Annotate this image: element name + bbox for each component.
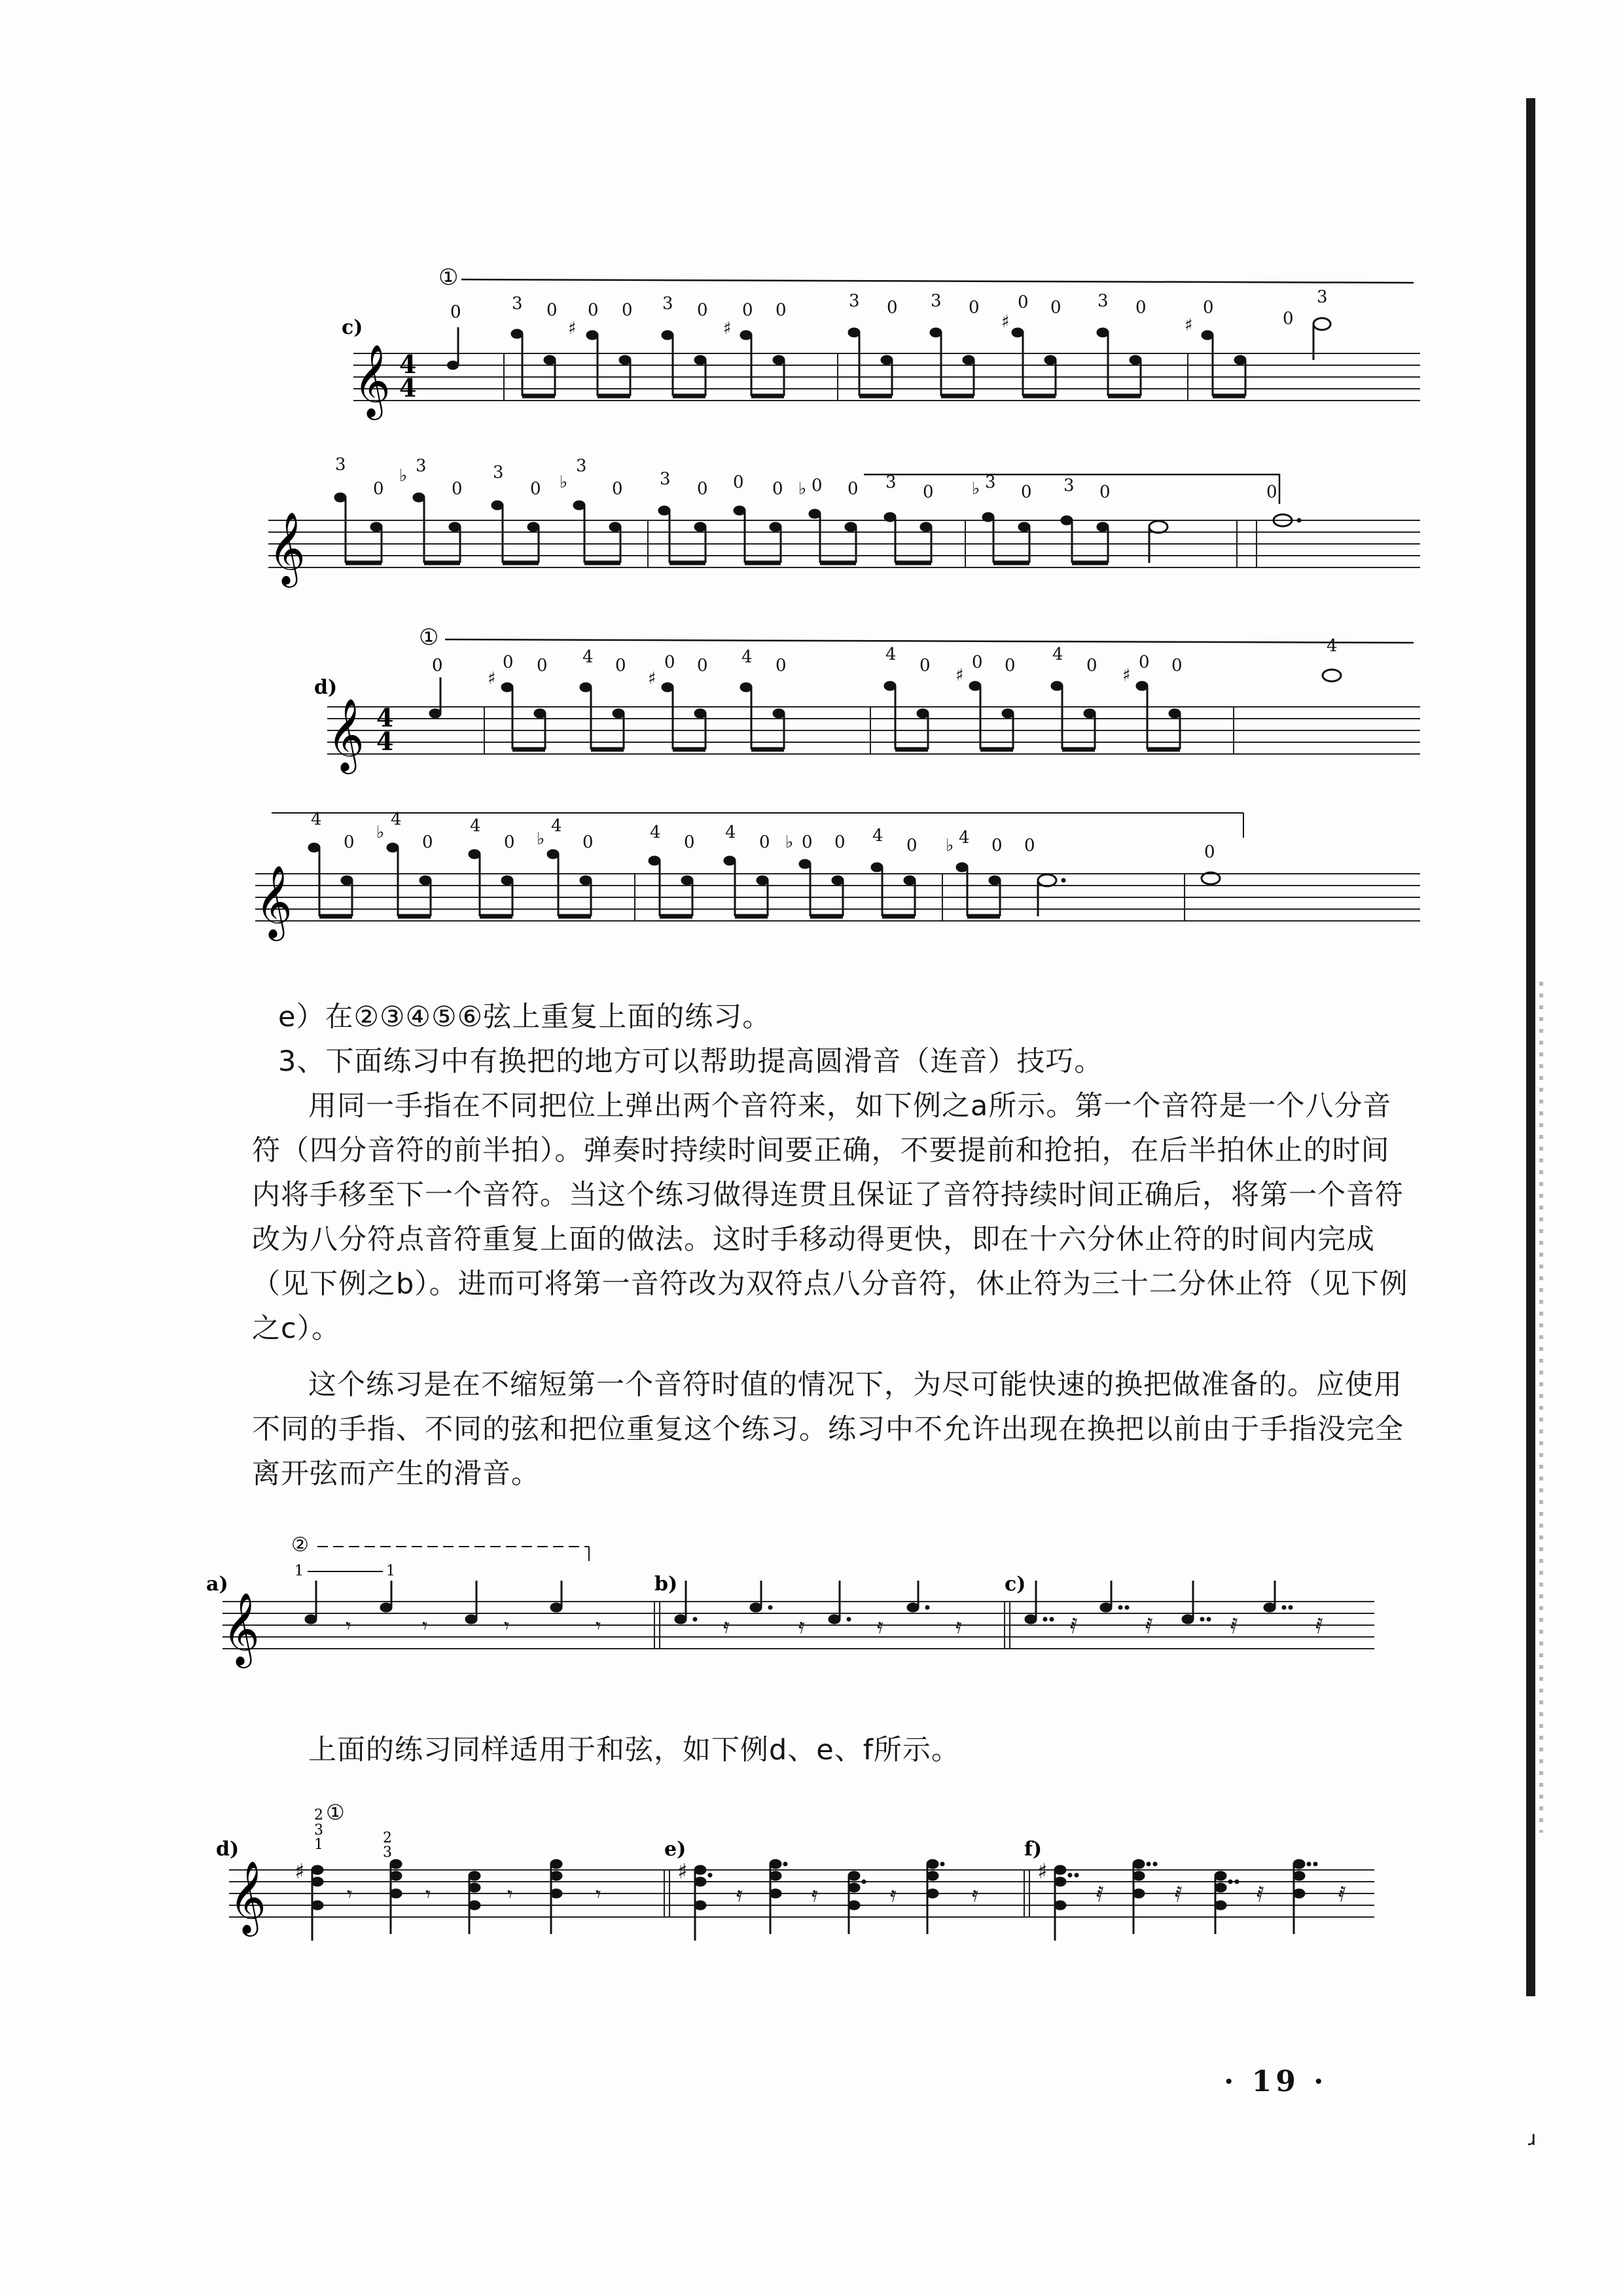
fingerings-d1 [488, 636, 1338, 689]
svg-text:♯: ♯ [1122, 666, 1131, 685]
svg-text:0: 0 [834, 833, 846, 852]
beamed-notes-c1-m3 [1202, 318, 1330, 396]
svg-text:♭: ♭ [972, 479, 980, 499]
exercise-label-b: b) [654, 1573, 678, 1596]
svg-text:0: 0 [1139, 653, 1150, 672]
svg-text:𝅀: 𝅀 [1315, 1613, 1323, 1638]
svg-text:𝄿: 𝄿 [877, 1613, 883, 1638]
svg-text:0: 0 [582, 833, 594, 852]
svg-text:♯: ♯ [723, 319, 732, 338]
exercise-label-c: c) [1005, 1573, 1026, 1596]
svg-text:0: 0 [923, 482, 934, 502]
svg-text:𝅀: 𝅀 [1338, 1882, 1346, 1907]
svg-text:0: 0 [991, 836, 1003, 855]
music-example-d-svg [255, 622, 1440, 975]
music-example-d [255, 622, 1440, 975]
beamed-notes-d2 [308, 843, 1220, 916]
svg-text:𝄾: 𝄾 [347, 1882, 353, 1907]
staff-c2 [268, 520, 1420, 567]
svg-text:0: 0 [1005, 656, 1016, 675]
chords-f [1054, 1859, 1317, 1941]
svg-text:𝄿: 𝄿 [798, 1613, 805, 1638]
svg-text:0: 0 [1018, 293, 1029, 312]
svg-text:𝅀: 𝅀 [1175, 1882, 1183, 1907]
svg-text:𝄾: 𝄾 [346, 1613, 351, 1638]
note-group-pickup [447, 302, 461, 370]
note-group-pickup [429, 677, 441, 718]
svg-text:0: 0 [759, 833, 770, 852]
beamed-notes-c1-m1 [511, 329, 785, 396]
svg-text:𝅀: 𝅀 [1230, 1613, 1238, 1638]
svg-text:♭: ♭ [946, 836, 954, 855]
svg-text:0: 0 [1099, 482, 1111, 502]
page-number: · 19 · [1224, 2065, 1328, 2098]
svg-text:3: 3 [849, 291, 860, 311]
svg-text:𝄾: 𝄾 [504, 1613, 510, 1638]
fingering: 1 [386, 1563, 395, 1579]
svg-text:0: 0 [776, 656, 787, 675]
chords-e [694, 1859, 944, 1941]
body-text-1 [252, 995, 1417, 1496]
svg-text:0: 0 [887, 298, 898, 317]
music-example-abc-svg [203, 1528, 1381, 1685]
svg-text:3: 3 [931, 291, 942, 311]
fingerings-c1-m3 [1185, 287, 1328, 335]
svg-text:♯: ♯ [568, 319, 577, 338]
fingering: 3 [383, 1844, 392, 1861]
svg-text:𝄿: 𝄿 [890, 1882, 897, 1907]
svg-text:0: 0 [452, 479, 463, 499]
body-text-2 [252, 1728, 1417, 1772]
svg-text:0: 0 [1283, 309, 1294, 329]
svg-text:3: 3 [985, 473, 996, 492]
svg-text:0: 0 [972, 653, 983, 672]
exercise-label-d: d) [216, 1838, 240, 1861]
svg-text:𝄿: 𝄿 [812, 1882, 818, 1907]
svg-text:3: 3 [416, 456, 427, 476]
svg-text:3: 3 [662, 294, 673, 314]
svg-text:0: 0 [1024, 836, 1035, 855]
string-extension-line [461, 279, 1414, 283]
svg-text:0: 0 [622, 300, 633, 320]
svg-text:𝄿: 𝄿 [972, 1882, 978, 1907]
svg-text:0: 0 [1050, 298, 1061, 317]
scan-edge-shadow [1526, 98, 1535, 1996]
svg-text:0: 0 [697, 656, 708, 675]
svg-text:♭: ♭ [785, 833, 794, 852]
exercise-label-a: a) [206, 1573, 228, 1596]
svg-text:𝄾: 𝄾 [507, 1882, 513, 1907]
string-mark-2: ② [291, 1534, 309, 1556]
string-mark-1: ① [419, 624, 439, 651]
music-example-c [268, 262, 1440, 602]
svg-text:3: 3 [1097, 291, 1109, 311]
svg-text:0: 0 [373, 479, 384, 499]
svg-text:0: 0 [530, 479, 541, 499]
paragraph-1: 用同一手指在不同把位上弹出两个音符来，如下例之a所示。第一个音符是一个八分音符（四分音符的前半拍）。弹奏时持续时间要正确，不要提前和抢拍，在后半拍休止的时间内将手移至下一个音符。当这个练习做得连贯且保证了音符持续时间正确后，将第一个音符改为八分符点音符重复上面的做法。这时手移动得更快，即在十六分休止符的时间内完成（见下例之b）。进而可将第一音符改为双符点八分音符，休止符为三十二分休止符（见下例之c）。 [252, 1090, 1408, 1345]
paragraph-2: 这个练习是在不缩短第一个音符时值的情况下，为尽可能快速的换把做准备的。应使用不同的手指、不同的弦和把位重复这个练习。练习中不允许出现在换把以前由于手指没完全离开弦而产生的滑音。 [252, 1369, 1404, 1490]
svg-text:♭: ♭ [537, 829, 545, 849]
music-example-def-svg [216, 1797, 1394, 1960]
fingerings-c1-m2 [849, 291, 1147, 332]
svg-text:4: 4 [725, 823, 736, 842]
svg-text:0: 0 [504, 833, 515, 852]
svg-text:4: 4 [959, 828, 970, 848]
svg-text:♭: ♭ [376, 823, 385, 842]
svg-text:3: 3 [493, 463, 504, 482]
fingerings-c2 [335, 455, 1277, 502]
svg-text:0: 0 [1135, 298, 1147, 317]
string-mark-1: ① [438, 264, 459, 291]
svg-text:0: 0 [546, 300, 558, 320]
svg-text:𝅀: 𝅀 [1096, 1882, 1104, 1907]
svg-text:0: 0 [503, 653, 514, 672]
svg-text:♭: ♭ [399, 466, 408, 486]
svg-text:3: 3 [335, 455, 346, 475]
svg-text:𝄾: 𝄾 [596, 1613, 601, 1638]
treble-clef-icon: 𝄞 [353, 344, 391, 417]
svg-text:0: 0 [344, 833, 355, 852]
svg-text:0: 0 [664, 653, 675, 672]
beamed-notes-d1 [501, 670, 1341, 749]
paragraph-item-3: 3、下面练习中有换把的地方可以帮助提高圆滑音（连音）技巧。 [278, 1045, 1103, 1078]
treble-clef-icon: 𝄞 [268, 511, 306, 584]
svg-text:0: 0 [919, 656, 931, 675]
svg-text:0: 0 [422, 833, 433, 852]
svg-text:♯: ♯ [648, 669, 656, 689]
svg-text:♯: ♯ [677, 1859, 688, 1884]
scan-edge-noise [1539, 982, 1543, 1833]
time-signature-top: 4 [399, 350, 417, 379]
svg-text:♯: ♯ [294, 1859, 305, 1884]
time-signature-bottom: 4 [399, 373, 417, 403]
fingerings-d2 [311, 810, 1215, 862]
svg-text:0: 0 [450, 302, 461, 322]
fingering: 2 [314, 1807, 323, 1823]
treble-clef-icon: 𝄞 [255, 865, 293, 938]
svg-text:0: 0 [776, 300, 787, 320]
string-mark-1: ① [326, 1800, 345, 1825]
exercise-label-c: c) [342, 316, 363, 339]
svg-text:0: 0 [697, 479, 708, 499]
svg-text:0: 0 [812, 476, 823, 495]
music-example-c-svg [268, 262, 1440, 602]
svg-text:♯: ♯ [955, 666, 964, 685]
svg-text:0: 0 [612, 479, 623, 499]
svg-text:0: 0 [588, 300, 599, 320]
svg-text:0: 0 [906, 836, 918, 855]
svg-text:4: 4 [582, 647, 594, 667]
fingering: 1 [294, 1563, 304, 1579]
treble-clef-icon: 𝄞 [327, 698, 365, 771]
svg-text:𝄿: 𝄿 [723, 1613, 730, 1638]
svg-text:4: 4 [1052, 645, 1063, 664]
svg-text:𝄾: 𝄾 [596, 1882, 601, 1907]
svg-text:𝄾: 𝄾 [425, 1882, 431, 1907]
svg-text:4: 4 [391, 810, 402, 829]
exercise-label-d: d) [314, 676, 338, 699]
svg-text:4: 4 [741, 647, 753, 667]
svg-text:𝄾: 𝄾 [422, 1613, 428, 1638]
exercise-label-e: e) [664, 1838, 687, 1861]
svg-text:♯: ♯ [488, 669, 496, 689]
fingering: 3 [314, 1822, 323, 1839]
svg-text:0: 0 [1204, 842, 1215, 862]
time-signature-top: 4 [376, 703, 394, 732]
treble-clef-icon: 𝄞 [229, 1860, 266, 1933]
svg-text:3: 3 [512, 294, 523, 314]
svg-text:3: 3 [885, 473, 897, 492]
music-example-def [216, 1797, 1394, 1960]
scan-corner-mark: ɹ [1528, 2127, 1537, 2150]
svg-text:4: 4 [470, 816, 481, 836]
svg-text:𝅀: 𝅀 [1145, 1613, 1153, 1638]
svg-text:0: 0 [615, 656, 626, 675]
svg-text:0: 0 [537, 656, 548, 675]
svg-text:0: 0 [772, 479, 783, 499]
exercise-label-f: f) [1024, 1838, 1043, 1861]
svg-text:0: 0 [1266, 482, 1277, 502]
svg-text:0: 0 [969, 298, 980, 317]
svg-text:3: 3 [1063, 476, 1075, 495]
svg-text:♯: ♯ [1037, 1859, 1048, 1884]
svg-text:0: 0 [733, 473, 744, 492]
treble-clef-icon: 𝄞 [223, 1592, 260, 1665]
svg-text:0: 0 [802, 833, 813, 852]
svg-text:♭: ♭ [560, 473, 568, 492]
fingering: 2 [383, 1830, 392, 1846]
staff-d1 [327, 707, 1420, 754]
svg-text:3: 3 [576, 456, 587, 476]
svg-text:0: 0 [1171, 656, 1183, 675]
svg-text:𝅀: 𝅀 [1257, 1882, 1264, 1907]
svg-text:0: 0 [684, 833, 695, 852]
svg-text:𝄿: 𝄿 [955, 1613, 962, 1638]
svg-text:0: 0 [847, 479, 859, 499]
svg-text:4: 4 [1327, 636, 1338, 656]
svg-text:3: 3 [1317, 287, 1328, 307]
svg-text:0: 0 [1021, 482, 1032, 502]
fingering: 1 [314, 1837, 323, 1853]
svg-text:♭: ♭ [798, 479, 807, 499]
beamed-notes-c2 [334, 493, 1301, 563]
beamed-notes-c1-m2 [848, 328, 1141, 396]
time-signature-bottom: 4 [376, 726, 394, 756]
svg-text:4: 4 [650, 823, 661, 842]
svg-text:4: 4 [885, 645, 897, 664]
svg-text:0: 0 [1203, 298, 1214, 317]
svg-text:0: 0 [742, 300, 753, 320]
svg-text:0: 0 [697, 300, 708, 320]
fingering: 0 [432, 656, 443, 675]
svg-text:4: 4 [551, 816, 562, 836]
svg-text:♯: ♯ [1185, 315, 1193, 335]
svg-text:𝄿: 𝄿 [736, 1882, 743, 1907]
paragraph-e-line: e）在②③④⑤⑥弦上重复上面的练习。 [278, 1001, 772, 1033]
svg-text:𝅀: 𝅀 [1070, 1613, 1078, 1638]
svg-text:♯: ♯ [1001, 312, 1010, 332]
svg-text:4: 4 [872, 826, 883, 846]
svg-text:4: 4 [311, 810, 322, 829]
svg-text:0: 0 [1086, 656, 1097, 675]
music-example-abc [203, 1528, 1381, 1685]
string-extension-line [445, 639, 1414, 643]
paragraph-3: 上面的练习同样适用于和弦，如下例d、e、f所示。 [308, 1734, 960, 1767]
svg-text:3: 3 [660, 469, 671, 489]
